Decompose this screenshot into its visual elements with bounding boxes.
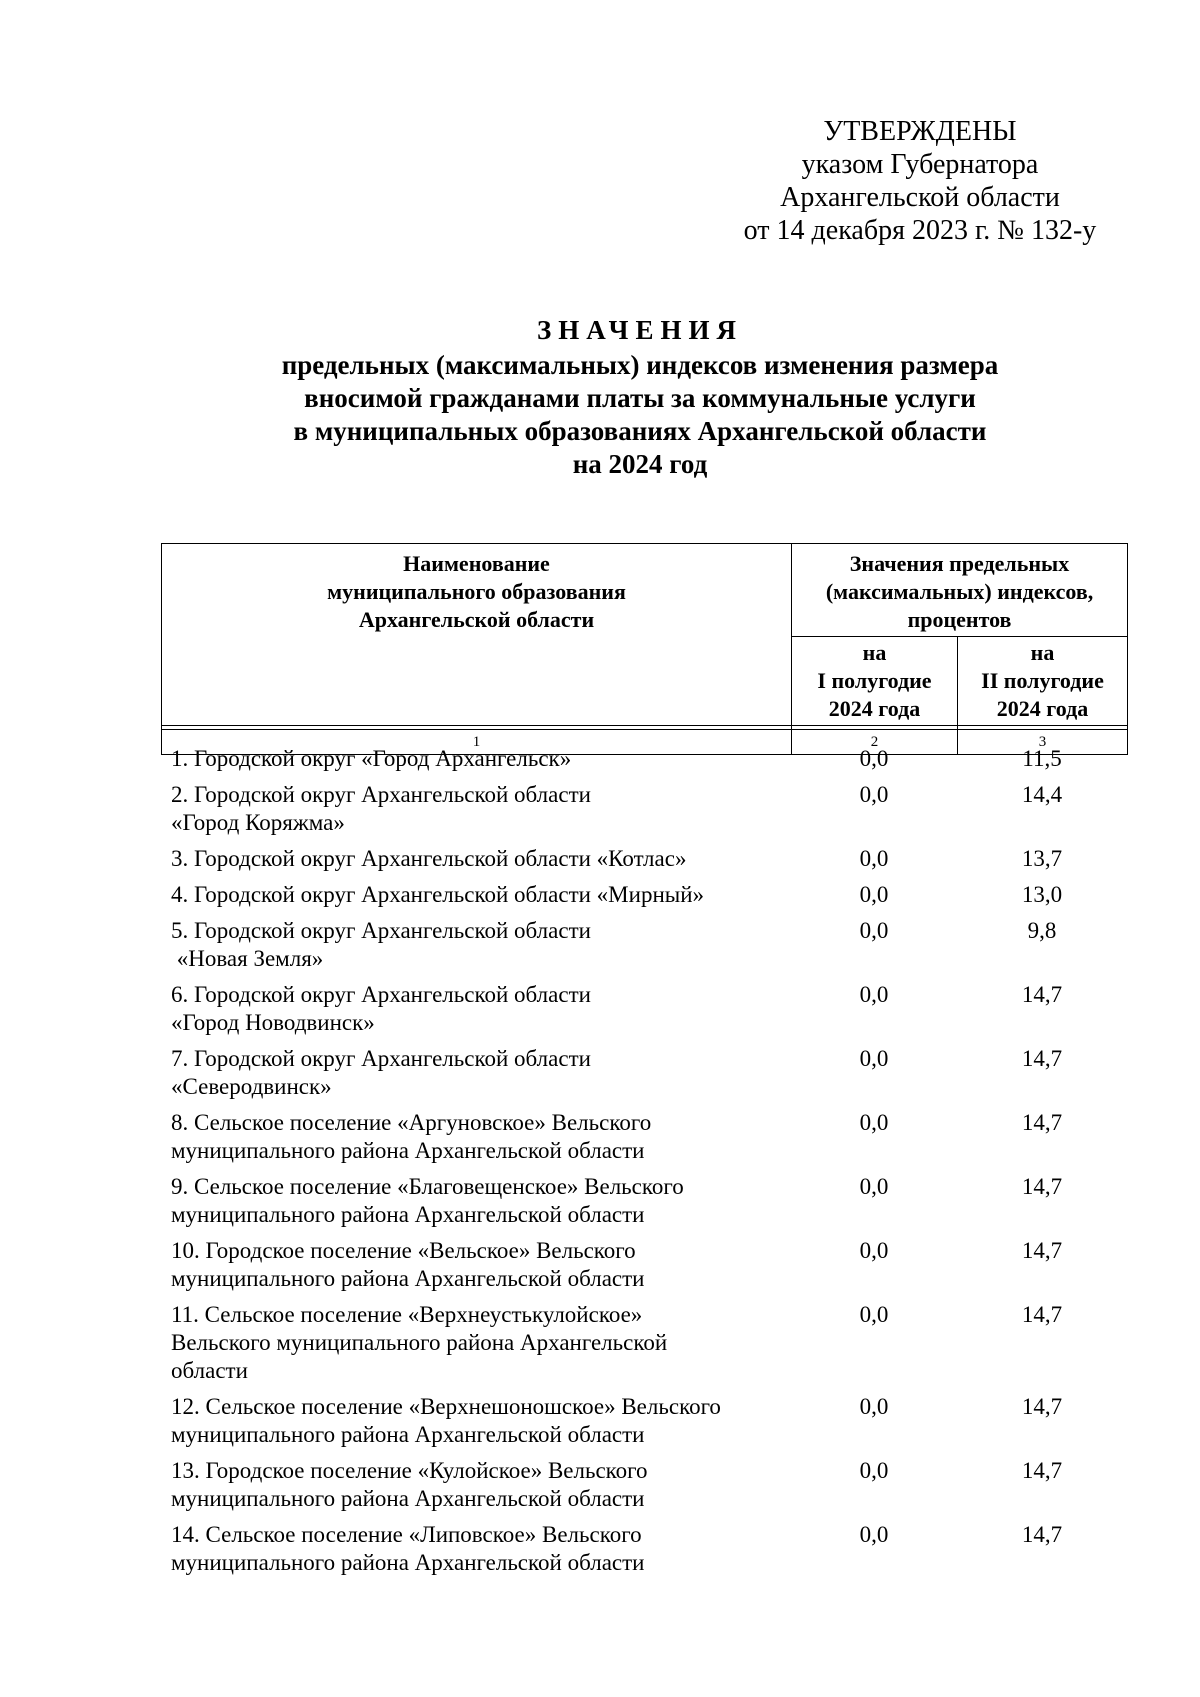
header-text: Архангельской области [358, 607, 595, 632]
municipality-name-line: муниципального района Архангельской области [171, 1486, 645, 1511]
municipality-name-line: «Город Новодвинск» [171, 1010, 375, 1035]
table-body [161, 745, 1127, 1585]
index-second-half: 11,5 [1022, 746, 1062, 771]
table-row [161, 1301, 1127, 1393]
index-second-half: 14,7 [1021, 1238, 1063, 1263]
header-text: муниципального образования [327, 579, 626, 604]
index-second-half: 9,8 [1027, 918, 1057, 943]
municipality-name [161, 1045, 791, 1109]
header-text: 2024 года [996, 696, 1089, 721]
index-first-half: 0,0 [859, 1458, 889, 1483]
table-header [161, 543, 1128, 755]
municipality-name-line: 8. Сельское поселение «Аргуновское» Вельского [171, 1110, 652, 1135]
header-text: процентов [907, 607, 1012, 632]
municipality-name-line: муниципального района Архангельской области [171, 1266, 645, 1291]
municipality-name [161, 745, 791, 781]
table-row [161, 745, 1127, 781]
column-number: 2 [792, 730, 958, 755]
index-second-half: 14,7 [1021, 1522, 1063, 1547]
header-text: на [862, 640, 887, 665]
municipality-name-line: 10. Городское поселение «Вельское» Вельского [171, 1238, 636, 1263]
municipality-name-line: 11. Сельское поселение «Верхнеустькулойское» [171, 1302, 643, 1327]
index-second-half: 14,7 [1021, 1458, 1063, 1483]
header-second-half [958, 637, 1128, 726]
municipality-name-line: муниципального района Архангельской области [171, 1202, 645, 1227]
title-line: предельных (максимальных) индексов изменения размера [281, 350, 999, 380]
index-second-half: 13,0 [1021, 882, 1063, 907]
table-row [161, 981, 1127, 1045]
approval-line: указом Губернатора [801, 149, 1039, 180]
municipality-name-line: 4. Городской округ Архангельской области «Мирный» [171, 882, 705, 907]
header-text: 2024 года [828, 696, 921, 721]
index-second-half: 13,7 [1021, 846, 1063, 871]
index-second-half: 14,7 [1021, 1174, 1063, 1199]
index-first-half: 0,0 [859, 1522, 889, 1547]
municipality-name-line: 12. Сельское поселение «Верхнешоношское» Вельского [171, 1394, 721, 1419]
municipality-name [161, 1237, 791, 1301]
header-text: на [1030, 640, 1055, 665]
index-second-half: 14,7 [1021, 982, 1063, 1007]
municipality-name [161, 1393, 791, 1457]
municipality-name-line: «Город Коряжма» [171, 810, 345, 835]
municipality-name [161, 1457, 791, 1521]
document-title [160, 314, 1120, 481]
header-first-half [792, 637, 958, 726]
municipality-name-line: 5. Городской округ Архангельской области [171, 918, 591, 943]
table-row [161, 1045, 1127, 1109]
municipality-name-line: «Северодвинск» [171, 1074, 332, 1099]
municipality-name [161, 845, 791, 881]
index-first-half: 0,0 [859, 1238, 889, 1263]
index-first-half: 0,0 [859, 918, 889, 943]
table-row [161, 1393, 1127, 1457]
header-text: II полугодие [981, 668, 1104, 693]
index-first-half: 0,0 [859, 746, 889, 771]
approval-line: УТВЕРЖДЕНЫ [823, 116, 1017, 147]
municipality-name-line: 9. Сельское поселение «Благовещенское» Вельского [171, 1174, 684, 1199]
municipality-name-line: 7. Городской округ Архангельской области [171, 1046, 591, 1071]
index-second-half: 14,4 [1021, 782, 1063, 807]
header-text: Значения предельных [849, 551, 1070, 576]
municipality-name-line: муниципального района Архангельской области [171, 1550, 645, 1575]
index-first-half: 0,0 [859, 882, 889, 907]
table-row [161, 917, 1127, 981]
table-row [161, 881, 1127, 917]
index-first-half: 0,0 [859, 782, 889, 807]
municipality-name-line: 14. Сельское поселение «Липовское» Вельского [171, 1522, 642, 1547]
municipality-name-line: муниципального района Архангельской области [171, 1138, 645, 1163]
table-row [161, 1457, 1127, 1521]
municipality-name [161, 881, 791, 917]
table-row [161, 1173, 1127, 1237]
index-first-half: 0,0 [859, 846, 889, 871]
municipality-name-line: 1. Городской округ «Город Архангельск» [171, 746, 572, 771]
table-row [161, 1237, 1127, 1301]
column-number: 3 [958, 730, 1128, 755]
index-second-half: 14,7 [1021, 1110, 1063, 1135]
index-first-half: 0,0 [859, 1302, 889, 1327]
data-table [161, 745, 1127, 1585]
approval-line: от 14 декабря 2023 г. № 132-у [743, 215, 1097, 246]
header-name-column [162, 544, 792, 726]
title-line: вносимой гражданами платы за коммунальные услуги [304, 383, 976, 413]
index-first-half: 0,0 [859, 1174, 889, 1199]
index-second-half: 14,7 [1021, 1302, 1063, 1327]
municipality-name [161, 781, 791, 845]
header-text: (максимальных) индексов, [825, 579, 1094, 604]
municipality-name [161, 1109, 791, 1173]
municipality-name-line: муниципального района Архангельской области [171, 1422, 645, 1447]
index-first-half: 0,0 [859, 1046, 889, 1071]
column-number: 1 [162, 730, 792, 755]
header-text: I полугодие [817, 668, 932, 693]
index-first-half: 0,0 [859, 1394, 889, 1419]
municipality-name-line: области [171, 1358, 248, 1383]
title-line: на 2024 год [572, 449, 708, 479]
index-second-half: 14,7 [1021, 1394, 1063, 1419]
municipality-name-line: 6. Городской округ Архангельской области [171, 982, 591, 1007]
title-line: в муниципальных образованиях Архангельской области [293, 416, 987, 446]
municipality-name-line: Вельского муниципального района Архангельской [171, 1330, 668, 1355]
table-row [161, 1521, 1127, 1585]
municipality-name [161, 1173, 791, 1237]
municipality-name [161, 917, 791, 981]
index-second-half: 14,7 [1021, 1046, 1063, 1071]
municipality-name [161, 981, 791, 1045]
title-heading: ЗНАЧЕНИЯ [537, 315, 743, 345]
municipality-name-line: 2. Городской округ Архангельской области [171, 782, 591, 807]
municipality-name-line: «Новая Земля» [171, 946, 324, 971]
index-first-half: 0,0 [859, 1110, 889, 1135]
header-values-group [792, 544, 1128, 637]
municipality-name [161, 1301, 791, 1393]
header-text: Наименование [403, 551, 550, 576]
approval-line: Архангельской области [780, 182, 1060, 213]
table-row [161, 845, 1127, 881]
index-first-half: 0,0 [859, 982, 889, 1007]
table-row [161, 781, 1127, 845]
table-row [161, 1109, 1127, 1173]
municipality-name-line: 3. Городской округ Архангельской области «Котлас» [171, 846, 687, 871]
approval-block [720, 115, 1120, 247]
municipality-name-line: 13. Городское поселение «Кулойское» Вельского [171, 1458, 648, 1483]
municipality-name [161, 1521, 791, 1585]
